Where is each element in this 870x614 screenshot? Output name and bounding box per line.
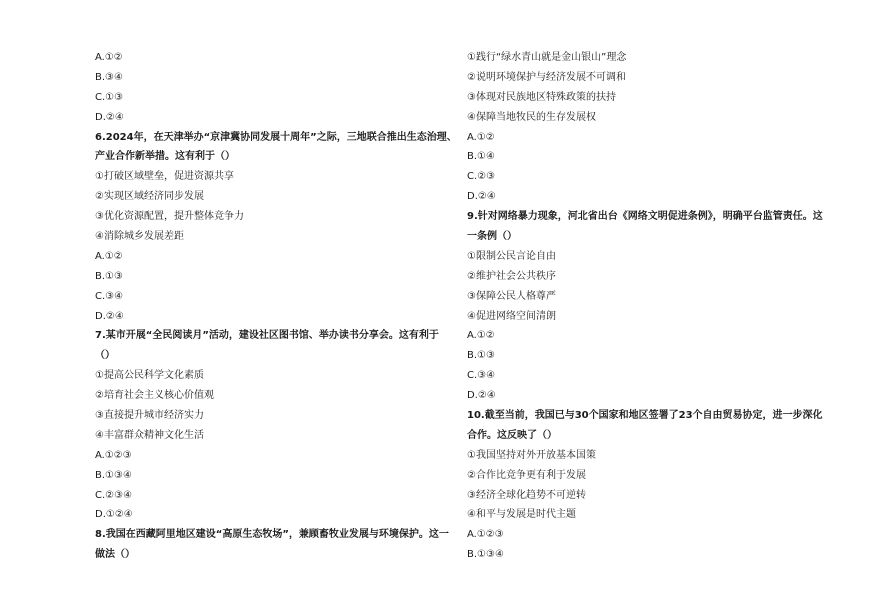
statement-line: ④和平与发展是时代主题 (467, 509, 576, 521)
question-stem-line: 产业合作新举措。这有利于（） (95, 151, 235, 163)
statement-line: ④促进网络空间清朗 (467, 310, 556, 322)
statement-line: ②实现区域经济同步发展 (95, 191, 204, 203)
statement-line: ③保障公民人格尊严 (467, 290, 556, 302)
answer-option: A.①② (467, 330, 495, 342)
statement-line: ①打破区域壁垒，促进资源共享 (95, 171, 234, 183)
question-stem-line: 6.2024年，在天津举办“京津冀协同发展十周年”之际，三地联合推出生态治理、 (95, 131, 457, 143)
statement-line: ④消除城乡发展差距 (95, 231, 184, 243)
answer-option: B.①③④ (467, 549, 504, 561)
question-stem-line: 7.某市开展“全民阅读月”活动，建设社区图书馆、举办读书分享会。这有利于 (95, 330, 439, 342)
answer-option: C.②③ (467, 171, 496, 183)
statement-line: ②维护社会公共秩序 (467, 270, 556, 282)
statement-line: ①我国坚持对外开放基本国策 (467, 449, 596, 461)
statement-line: ①限制公民言论自由 (467, 250, 556, 262)
answer-option: B.①③ (467, 350, 495, 362)
answer-option: A.①② (95, 250, 123, 262)
statement-line: ④丰富群众精神文化生活 (95, 429, 204, 441)
answer-option: D.②④ (467, 390, 496, 402)
answer-option: B.①③④ (95, 469, 132, 481)
answer-option: D.②④ (95, 111, 124, 123)
answer-option: C.①③ (95, 91, 124, 103)
answer-option: A.①② (95, 52, 123, 63)
statement-line: ②培育社会主义核心价值观 (95, 390, 214, 402)
question-stem-line: 合作。这反映了（） (467, 429, 557, 441)
answer-option: B.③④ (95, 71, 123, 83)
question-stem-line: 一条例（） (467, 231, 517, 243)
answer-option: A.①②③ (467, 529, 504, 541)
answer-option: C.③④ (95, 290, 124, 302)
answer-option: D.①②④ (95, 509, 133, 521)
statement-line: ①践行“绿水青山就是金山银山”理念 (467, 52, 627, 63)
answer-option: D.②④ (467, 191, 496, 203)
statement-line: ③体现对民族地区特殊政策的扶持 (467, 91, 616, 103)
answer-option: B.①③ (95, 270, 123, 282)
statement-line: ②合作比竞争更有利于发展 (467, 469, 586, 481)
question-stem-line: 8.我国在西藏阿里地区建设“高原生态牧场”，兼顾畜牧业发展与环境保护。这一 (95, 529, 449, 541)
answer-option: C.③④ (467, 370, 496, 382)
question-stem-line: （） (95, 350, 115, 362)
answer-option: A.①②③ (95, 449, 132, 461)
right-column (467, 48, 852, 565)
statement-line: ③优化资源配置，提升整体竞争力 (95, 211, 244, 223)
statement-line: ④保障当地牧民的生存发展权 (467, 111, 596, 123)
answer-option: B.①④ (467, 151, 495, 163)
left-column (95, 48, 480, 565)
question-stem-line: 10.截至当前，我国已与30个国家和地区签署了23个自由贸易协定，进一步深化 (467, 410, 823, 422)
statement-line: ③经济全球化趋势不可逆转 (467, 489, 586, 501)
answer-option: C.②③④ (95, 489, 133, 501)
statement-line: ③直接提升城市经济实力 (95, 410, 204, 422)
answer-option: A.①② (467, 131, 495, 143)
statement-line: ①提高公民科学文化素质 (95, 370, 204, 382)
question-stem-line: 9.针对网络暴力现象，河北省出台《网络文明促进条例》，明确平台监管责任。这 (467, 211, 823, 223)
question-stem-line: 做法（） (95, 549, 135, 561)
answer-option: D.②④ (95, 310, 124, 322)
statement-line: ②说明环境保护与经济发展不可调和 (467, 71, 626, 83)
